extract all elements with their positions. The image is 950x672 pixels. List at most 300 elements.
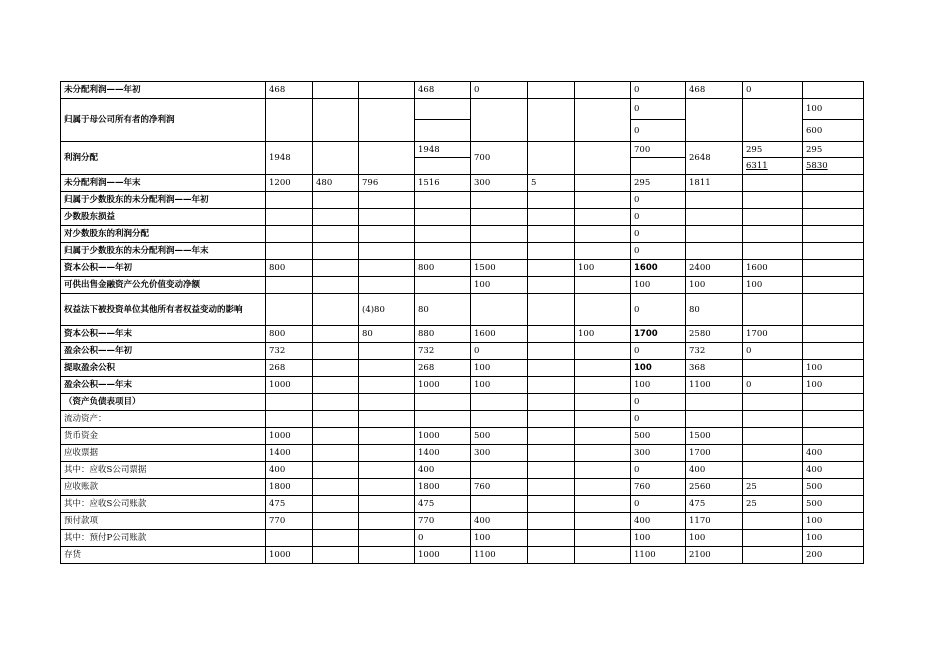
table-row [61, 462, 864, 479]
value-cell: 1000 [415, 377, 471, 394]
value-cell [803, 428, 864, 445]
value-cell [266, 226, 313, 243]
table-row [61, 445, 864, 462]
value-cell [528, 209, 575, 226]
table-row [61, 277, 864, 294]
value-cell [686, 394, 743, 411]
value-cell: 1800 [266, 479, 313, 496]
value-cell [743, 513, 803, 530]
value-cell: 0 [631, 411, 686, 428]
value-cell [266, 209, 313, 226]
sub-cell-top: 100 [803, 99, 863, 120]
row-label: 可供出售金融资产公允价值变动净额 [61, 277, 266, 294]
row-label: 其中：预付P公司账款 [61, 530, 266, 547]
value-cell: 268 [266, 360, 313, 377]
sub-cell-top [415, 99, 470, 120]
value-cell [359, 547, 415, 564]
value-cell [803, 209, 864, 226]
value-cell [266, 99, 313, 142]
value-cell [313, 226, 359, 243]
value-cell [359, 343, 415, 360]
value-cell [266, 530, 313, 547]
value-cell: 300 [631, 445, 686, 462]
value-cell: 100 [631, 530, 686, 547]
value-cell: 100 [803, 377, 864, 394]
value-cell: 500 [803, 479, 864, 496]
value-cell [575, 462, 631, 479]
value-cell: 1000 [415, 428, 471, 445]
value-cell [471, 209, 528, 226]
value-cell [528, 260, 575, 277]
value-cell [743, 209, 803, 226]
table-row [61, 294, 864, 326]
value-cell: 2648 [686, 142, 743, 175]
value-cell: 100 [471, 360, 528, 377]
value-cell [743, 394, 803, 411]
value-cell [528, 394, 575, 411]
value-cell: 5 [528, 175, 575, 192]
value-cell: 0 [471, 82, 528, 99]
table-row [61, 394, 864, 411]
value-cell: 80 [359, 326, 415, 343]
value-cell: 475 [266, 496, 313, 513]
value-cell [415, 277, 471, 294]
value-cell: 25 [743, 496, 803, 513]
value-cell: 1200 [266, 175, 313, 192]
value-cell [803, 394, 864, 411]
value-cell: 1500 [471, 260, 528, 277]
row-label: 归属于母公司所有者的净利润 [61, 99, 266, 142]
value-cell: 400 [803, 462, 864, 479]
value-cell [686, 226, 743, 243]
value-cell [528, 243, 575, 260]
table-row [61, 343, 864, 360]
value-cell [575, 142, 631, 175]
value-cell: 1170 [686, 513, 743, 530]
value-cell [528, 530, 575, 547]
value-cell: 1600 [743, 260, 803, 277]
value-cell: 1400 [266, 445, 313, 462]
value-cell [575, 343, 631, 360]
value-cell: 100 [471, 530, 528, 547]
value-cell [359, 479, 415, 496]
value-cell [803, 294, 864, 326]
value-cell: 500 [631, 428, 686, 445]
value-cell: 475 [415, 496, 471, 513]
value-cell: 1000 [266, 377, 313, 394]
value-cell [471, 226, 528, 243]
split-cell [803, 142, 864, 175]
value-cell: 400 [631, 513, 686, 530]
value-cell: 80 [415, 294, 471, 326]
value-cell: 400 [686, 462, 743, 479]
value-cell [575, 513, 631, 530]
row-label: （资产负债表项目） [61, 394, 266, 411]
value-cell [803, 343, 864, 360]
value-cell: 0 [631, 82, 686, 99]
value-cell [313, 445, 359, 462]
value-cell: 0 [631, 496, 686, 513]
value-cell: 0 [631, 394, 686, 411]
value-cell [575, 547, 631, 564]
sub-cell-bottom: 5830 [806, 161, 828, 171]
value-cell: 1000 [266, 547, 313, 564]
value-cell: 100 [686, 530, 743, 547]
value-cell: (4)80 [359, 294, 415, 326]
value-cell [528, 277, 575, 294]
value-cell [359, 360, 415, 377]
value-cell [803, 243, 864, 260]
value-cell [528, 343, 575, 360]
value-cell [575, 226, 631, 243]
value-cell [528, 377, 575, 394]
value-cell: 100 [803, 513, 864, 530]
row-label: 权益法下被投资单位其他所有者权益变动的影响 [61, 294, 266, 326]
value-cell [471, 243, 528, 260]
value-cell: 800 [266, 326, 313, 343]
value-cell [359, 82, 415, 99]
value-cell [528, 326, 575, 343]
value-cell: 0 [631, 462, 686, 479]
table-row [61, 192, 864, 209]
row-label: 未分配利润——年末 [61, 175, 266, 192]
value-cell: 800 [266, 260, 313, 277]
row-label: 盈余公积——年末 [61, 377, 266, 394]
value-cell [415, 243, 471, 260]
row-label: 资本公积——年末 [61, 326, 266, 343]
value-cell: 300 [471, 445, 528, 462]
value-cell [575, 99, 631, 142]
worksheet-body [61, 82, 864, 564]
value-cell: 1600 [471, 326, 528, 343]
value-cell [313, 513, 359, 530]
value-cell [743, 99, 803, 142]
value-cell [471, 394, 528, 411]
table-row [61, 175, 864, 192]
value-cell: 1700 [743, 326, 803, 343]
value-cell [528, 496, 575, 513]
value-cell: 0 [631, 226, 686, 243]
value-cell [313, 260, 359, 277]
value-cell: 1700 [631, 326, 686, 343]
value-cell [528, 445, 575, 462]
value-cell [575, 277, 631, 294]
value-cell: 760 [471, 479, 528, 496]
value-cell [743, 294, 803, 326]
value-cell [313, 343, 359, 360]
value-cell: 880 [415, 326, 471, 343]
value-cell [359, 277, 415, 294]
row-label: 应收票据 [61, 445, 266, 462]
value-cell [743, 411, 803, 428]
value-cell: 400 [266, 462, 313, 479]
value-cell [313, 277, 359, 294]
split-cell [631, 99, 686, 142]
value-cell: 468 [686, 82, 743, 99]
value-cell: 468 [266, 82, 313, 99]
value-cell: 0 [743, 343, 803, 360]
value-cell: 0 [743, 82, 803, 99]
value-cell: 100 [686, 277, 743, 294]
value-cell: 480 [313, 175, 359, 192]
value-cell: 0 [631, 209, 686, 226]
value-cell [575, 377, 631, 394]
value-cell: 700 [471, 142, 528, 175]
row-label: 其中：应收S公司票据 [61, 462, 266, 479]
value-cell: 25 [743, 479, 803, 496]
value-cell: 1948 [266, 142, 313, 175]
value-cell: 0 [743, 377, 803, 394]
value-cell: 100 [631, 277, 686, 294]
value-cell [528, 428, 575, 445]
value-cell [313, 377, 359, 394]
value-cell [313, 209, 359, 226]
value-cell [575, 445, 631, 462]
value-cell [313, 243, 359, 260]
value-cell [575, 360, 631, 377]
value-cell: 400 [471, 513, 528, 530]
value-cell [528, 192, 575, 209]
value-cell [686, 192, 743, 209]
sub-cell-bottom: 0 [634, 125, 640, 136]
value-cell: 0 [631, 343, 686, 360]
worksheet-table [60, 81, 864, 564]
table-row [61, 360, 864, 377]
value-cell: 1100 [471, 547, 528, 564]
value-cell: 0 [631, 243, 686, 260]
value-cell: 100 [631, 360, 686, 377]
value-cell [313, 82, 359, 99]
value-cell [743, 530, 803, 547]
value-cell: 368 [686, 360, 743, 377]
value-cell: 732 [415, 343, 471, 360]
row-label: 预付款项 [61, 513, 266, 530]
value-cell: 800 [415, 260, 471, 277]
value-cell: 0 [631, 192, 686, 209]
value-cell [575, 394, 631, 411]
value-cell [471, 496, 528, 513]
sub-cell-top: 295 [803, 142, 863, 158]
value-cell: 1516 [415, 175, 471, 192]
value-cell [471, 411, 528, 428]
split-cell [415, 99, 471, 142]
row-label: 归属于少数股东的未分配利润——年初 [61, 192, 266, 209]
value-cell [743, 445, 803, 462]
value-cell [359, 260, 415, 277]
value-cell [359, 428, 415, 445]
value-cell [743, 428, 803, 445]
row-label: 其中：应收S公司账款 [61, 496, 266, 513]
value-cell: 770 [266, 513, 313, 530]
table-row [61, 260, 864, 277]
value-cell [803, 411, 864, 428]
value-cell [266, 411, 313, 428]
value-cell [313, 496, 359, 513]
value-cell [359, 192, 415, 209]
value-cell [575, 530, 631, 547]
value-cell [575, 192, 631, 209]
value-cell [359, 99, 415, 142]
value-cell: 732 [686, 343, 743, 360]
value-cell [803, 226, 864, 243]
value-cell [743, 547, 803, 564]
table-row [61, 547, 864, 564]
value-cell [803, 277, 864, 294]
value-cell: 80 [686, 294, 743, 326]
value-cell: 100 [743, 277, 803, 294]
value-cell [313, 530, 359, 547]
value-cell [266, 192, 313, 209]
value-cell [528, 411, 575, 428]
value-cell [471, 99, 528, 142]
table-row [61, 243, 864, 260]
row-label: 少数股东损益 [61, 209, 266, 226]
row-label: 利润分配 [61, 142, 266, 175]
value-cell [686, 99, 743, 142]
value-cell [313, 192, 359, 209]
value-cell: 1800 [415, 479, 471, 496]
row-label: 盈余公积——年初 [61, 343, 266, 360]
value-cell [313, 294, 359, 326]
value-cell: 0 [415, 530, 471, 547]
value-cell [359, 209, 415, 226]
value-cell [313, 411, 359, 428]
value-cell: 1500 [686, 428, 743, 445]
value-cell [528, 82, 575, 99]
value-cell [575, 209, 631, 226]
value-cell [528, 513, 575, 530]
value-cell [575, 479, 631, 496]
value-cell [359, 142, 415, 175]
value-cell [359, 394, 415, 411]
value-cell [528, 547, 575, 564]
sub-cell-top: 1948 [415, 142, 470, 158]
value-cell [359, 530, 415, 547]
row-label: 货币资金 [61, 428, 266, 445]
value-cell: 1811 [686, 175, 743, 192]
table-row [61, 530, 864, 547]
value-cell: 1400 [415, 445, 471, 462]
value-cell: 500 [803, 496, 864, 513]
value-cell [686, 209, 743, 226]
sub-cell-bottom: 6311 [746, 161, 768, 171]
value-cell [313, 360, 359, 377]
value-cell [471, 192, 528, 209]
value-cell: 1600 [631, 260, 686, 277]
value-cell: 100 [575, 326, 631, 343]
value-cell [528, 462, 575, 479]
sub-cell-bottom [631, 158, 685, 174]
value-cell: 100 [471, 377, 528, 394]
value-cell [471, 294, 528, 326]
value-cell [528, 142, 575, 175]
value-cell [359, 243, 415, 260]
value-cell [415, 192, 471, 209]
sub-cell-bottom [415, 158, 470, 174]
value-cell [313, 99, 359, 142]
sub-cell-bottom: 600 [806, 125, 823, 136]
value-cell [266, 394, 313, 411]
table-row [61, 496, 864, 513]
value-cell [313, 326, 359, 343]
value-cell [575, 175, 631, 192]
value-cell [528, 294, 575, 326]
value-cell [528, 360, 575, 377]
value-cell [266, 277, 313, 294]
table-row [61, 377, 864, 394]
table-row [61, 142, 864, 175]
value-cell [803, 326, 864, 343]
row-label: 对少数股东的利润分配 [61, 226, 266, 243]
value-cell: 770 [415, 513, 471, 530]
value-cell: 468 [415, 82, 471, 99]
value-cell [359, 513, 415, 530]
value-cell: 1700 [686, 445, 743, 462]
value-cell [743, 243, 803, 260]
value-cell [471, 462, 528, 479]
value-cell [313, 142, 359, 175]
sub-cell-top: 295 [743, 142, 802, 158]
sub-cell-top: 0 [631, 99, 685, 120]
value-cell [803, 82, 864, 99]
value-cell [743, 360, 803, 377]
value-cell: 500 [471, 428, 528, 445]
row-label: 提取盈余公积 [61, 360, 266, 377]
value-cell [743, 175, 803, 192]
table-row [61, 411, 864, 428]
value-cell [359, 462, 415, 479]
value-cell [743, 226, 803, 243]
value-cell: 2580 [686, 326, 743, 343]
value-cell [575, 428, 631, 445]
value-cell [575, 82, 631, 99]
value-cell [528, 99, 575, 142]
value-cell [415, 209, 471, 226]
value-cell [359, 496, 415, 513]
value-cell: 2560 [686, 479, 743, 496]
value-cell [415, 411, 471, 428]
value-cell [415, 226, 471, 243]
value-cell [575, 243, 631, 260]
value-cell [359, 445, 415, 462]
row-label: 未分配利润——年初 [61, 82, 266, 99]
row-label: 存货 [61, 547, 266, 564]
row-label: 资本公积——年初 [61, 260, 266, 277]
value-cell [528, 479, 575, 496]
table-row [61, 99, 864, 142]
value-cell [575, 496, 631, 513]
value-cell [803, 175, 864, 192]
table-row [61, 326, 864, 343]
table-row [61, 82, 864, 99]
table-row [61, 209, 864, 226]
value-cell [803, 260, 864, 277]
value-cell [528, 226, 575, 243]
value-cell: 2100 [686, 547, 743, 564]
value-cell: 1000 [415, 547, 471, 564]
table-row [61, 479, 864, 496]
value-cell [359, 226, 415, 243]
row-label: 归属于少数股东的未分配利润——年末 [61, 243, 266, 260]
value-cell [313, 547, 359, 564]
split-cell [803, 99, 864, 142]
value-cell: 0 [631, 294, 686, 326]
split-cell [631, 142, 686, 175]
value-cell [266, 243, 313, 260]
table-row [61, 226, 864, 243]
row-label: 流动资产： [61, 411, 266, 428]
value-cell: 475 [686, 496, 743, 513]
